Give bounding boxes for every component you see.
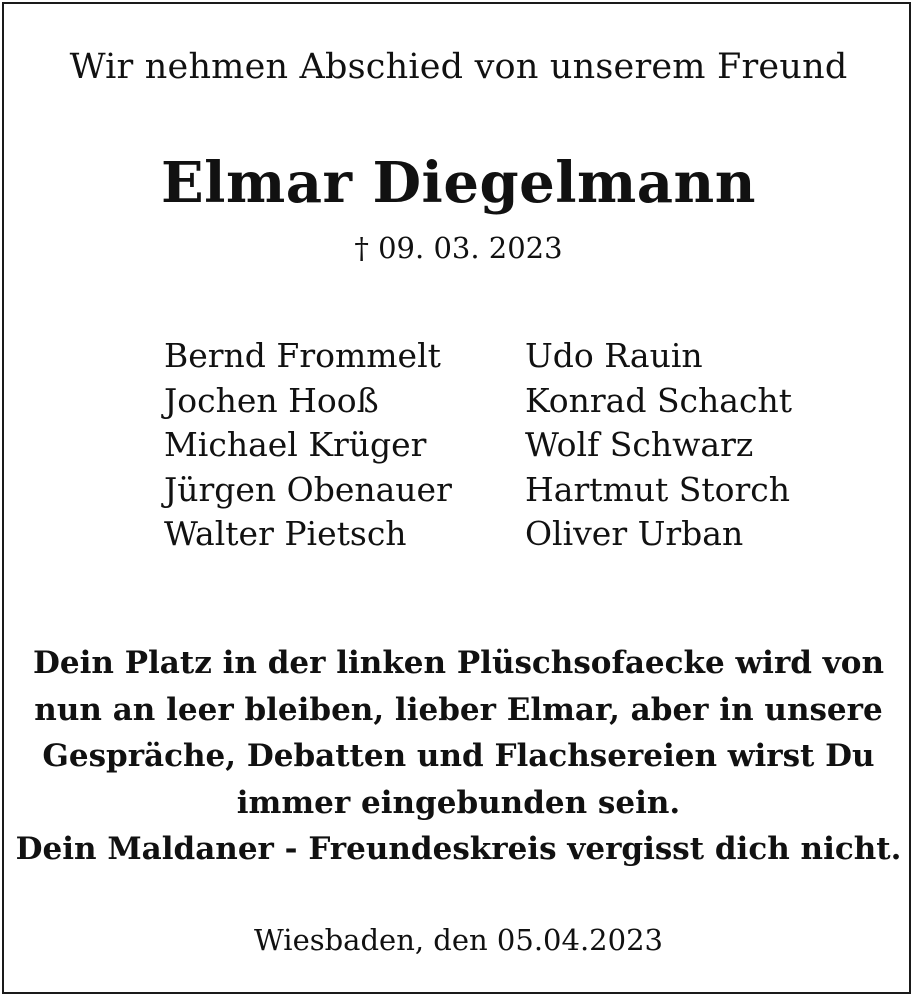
mourner-name: Konrad Schacht xyxy=(525,380,792,420)
mourner-name: Hartmut Storch xyxy=(525,469,791,509)
message-line: nun an leer bleiben, lieber Elmar, aber in unsere xyxy=(34,691,883,728)
message-line: Gespräche, Debatten und Flachsereien wirst Du xyxy=(42,738,875,774)
mourner-name: Jürgen Obenauer xyxy=(164,469,452,509)
message-line: immer eingebunden sein. xyxy=(236,784,681,821)
mourner-name: Udo Rauin xyxy=(525,336,703,375)
message-line: Dein Maldaner - Freundeskreis vergisst dich nicht. xyxy=(15,831,902,867)
mourner-name: Michael Krüger xyxy=(164,425,427,464)
message-line: Dein Platz in der linken Plüschsofaecke wird von xyxy=(33,645,884,681)
mourner-name: Jochen Hooß xyxy=(164,380,379,420)
deceased-name: Elmar Diegelmann xyxy=(161,150,756,216)
mourner-list-left xyxy=(164,334,452,557)
mourner-list-right xyxy=(525,334,792,557)
farewell-message xyxy=(0,640,917,873)
mourner-name: Walter Pietsch xyxy=(164,514,407,553)
mourner-name: Oliver Urban xyxy=(525,514,744,553)
place-and-date: Wiesbaden, den 05.04.2023 xyxy=(254,923,663,957)
death-date: † 09. 03. 2023 xyxy=(354,231,563,265)
mourner-name: Bernd Frommelt xyxy=(164,336,441,375)
mourner-name: Wolf Schwarz xyxy=(525,425,754,464)
intro-line: Wir nehmen Abschied von unserem Freund xyxy=(69,47,848,87)
